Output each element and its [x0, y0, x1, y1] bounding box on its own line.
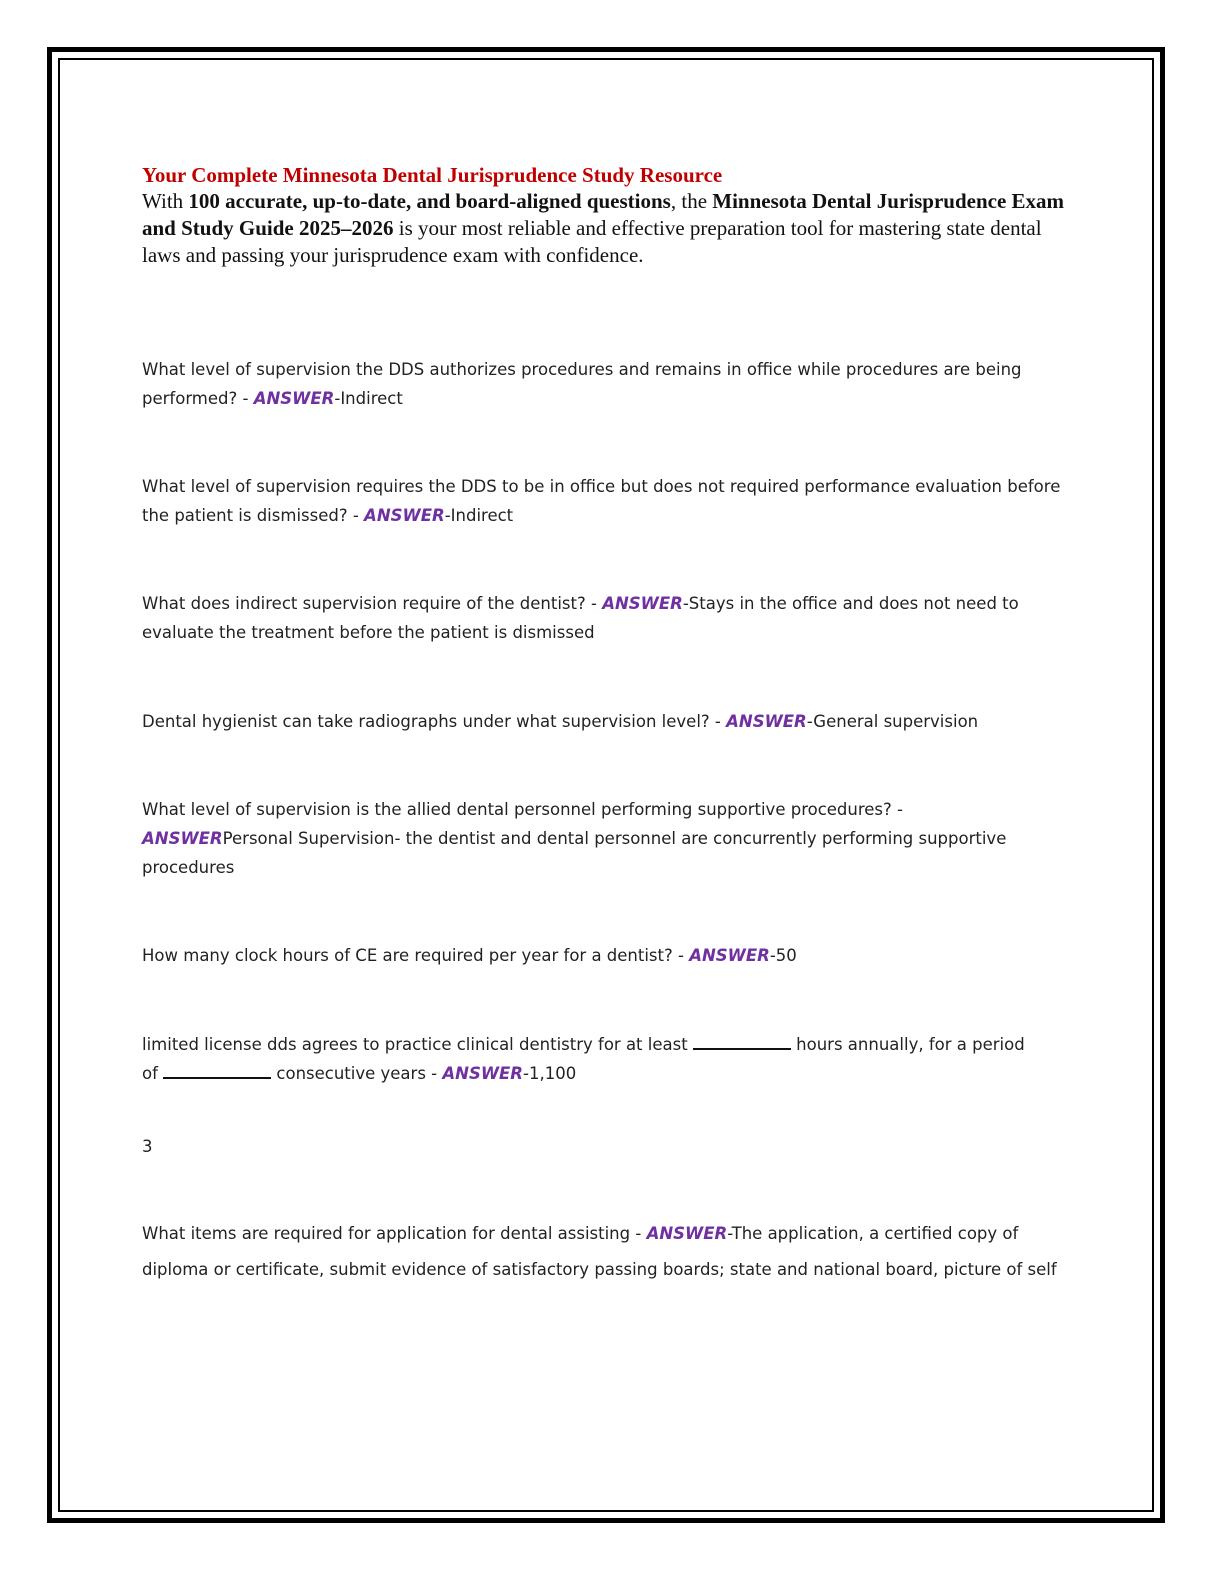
answer-text: -1,100	[523, 1064, 577, 1083]
answer-text: -50	[769, 946, 797, 965]
qa-item-3: What does indirect supervision require of the dentist? - ANSWER-Stays in the office and does not need to evaluate the treatment before the patient is dismissed	[142, 594, 1019, 642]
answer-text: Personal Supervision- the dentist and dental personnel are concurrently performing supportive procedures	[142, 829, 1007, 877]
answer-text: -The application, a certified copy of diploma or certificate, submit evidence of satisfactory passing boards; state and national board, picture of self	[142, 1224, 1057, 1279]
qa-item-8: What items are required for application for dental assisting - ANSWER-The application, a certified copy of diploma or certificate, submit evidence of satisfactory passing boards; state and national board, picture of self	[142, 1224, 1057, 1279]
answer-text: -General supervision	[806, 712, 979, 731]
answer-text: -Stays in the office and does not need to evaluate the treatment before the patient is dismissed	[142, 594, 1019, 642]
intro-bold-1: 100 accurate, up-to-date, and board-aligned questions	[188, 189, 671, 213]
intro-bold-2: Minnesota Dental Jurisprudence Exam and Study Guide 2025–2026	[142, 189, 1065, 240]
intro-text-3: is your most reliable and effective preparation tool for mastering state dental laws and passing your jurisprudence exam with confidence.	[142, 216, 1042, 267]
page-number: 3	[142, 1137, 153, 1156]
answer-label: ANSWER	[726, 712, 807, 731]
qa-item-7: limited license dds agrees to practice clinical dentistry for at least hours annually, for a period of consecutive years - ANSWER-1,100	[142, 1035, 1025, 1083]
qa-item-4: Dental hygienist can take radiographs under what supervision level? - ANSWER-General supervision	[142, 712, 979, 731]
qa-item-6: How many clock hours of CE are required per year for a dentist? - ANSWER-50	[142, 946, 797, 965]
document-content	[142, 162, 1082, 269]
answer-text: -Indirect	[334, 389, 403, 408]
qa-item-1: What level of supervision the DDS authorizes procedures and remains in office while procedures are being performed? - ANSWER-Indirect	[142, 360, 1022, 408]
answer-label: ANSWER	[253, 389, 335, 408]
answer-label: ANSWER	[142, 829, 223, 848]
answer-text: -Indirect	[444, 506, 514, 525]
intro-text-1: With	[142, 189, 189, 213]
answer-label: ANSWER	[646, 1224, 728, 1243]
fill-in-blank	[693, 1047, 791, 1050]
answer-label: ANSWER	[442, 1064, 524, 1083]
intro-text-2: , the	[670, 189, 713, 213]
qa-item-5: What level of supervision is the allied dental personnel performing supportive procedures? - ANSWERPersonal Supervision- the dentist and dental personnel are concurrently performing supportive procedures	[142, 800, 1007, 877]
answer-label: ANSWER	[602, 594, 683, 613]
document-title: Your Complete Minnesota Dental Jurisprudence Study Resource	[142, 163, 723, 187]
page-border-inner	[58, 58, 1154, 1512]
intro-paragraph	[142, 188, 1082, 269]
answer-label: ANSWER	[364, 506, 445, 525]
fill-in-blank	[163, 1076, 271, 1079]
answer-label: ANSWER	[689, 946, 770, 965]
qa-item-2: What level of supervision requires the DDS to be in office but does not required performance evaluation before the patient is dismissed? - ANSWER-Indirect	[142, 477, 1061, 525]
